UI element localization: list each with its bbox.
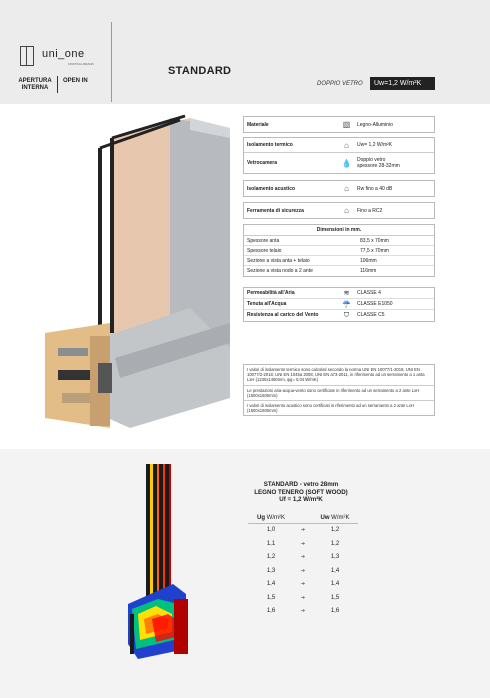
spec-thermal-table (243, 137, 435, 174)
dimension-row: Spessore telaio 77,5 x 70mm (244, 246, 434, 256)
dimensions-table (243, 224, 435, 277)
opening-type-it: APERTURA INTERNA (18, 78, 52, 91)
house-thermal-icon: ⌂ (344, 140, 349, 150)
dimension-row: Sezione a vista anta + telaio 106mm (244, 256, 434, 266)
glass-drop-icon: 💧 (341, 158, 352, 168)
dimension-row: Spessore anta 83,5 x 70mm (244, 236, 434, 246)
material-icon: ▧ (342, 120, 351, 129)
thermal-title: STANDARD - vetro 28mm LEGNO TENERO (SOFT WOOD) Uf = 1,2 W/m²K (254, 481, 348, 503)
table-row: 1,4 ➔ 1,4 (248, 578, 358, 592)
arrow-right-icon: ➔ (300, 554, 306, 560)
spec-row-thermal: Isolamento termico ⌂ Uw= 1,2 W/m²K (244, 138, 434, 153)
product-title: STANDARD (168, 65, 232, 77)
table-row: 1,0 ➔ 1,2 (248, 524, 358, 538)
brand-logo-icon (20, 46, 34, 66)
ug-uw-header (248, 513, 358, 524)
note-air-water: Le prestazioni aria-acqua-vento sono certificate in riferimento ad un serramento a 2 ante LxH (1500x1500mm) (244, 386, 434, 401)
header-divider (111, 22, 112, 102)
arrow-right-icon: ➔ (300, 608, 306, 614)
arrow-right-icon: ➔ (300, 594, 306, 601)
table-row: 1,3 ➔ 1,4 (248, 565, 358, 579)
arrow-right-icon: ➔ (300, 567, 306, 574)
arrow-right-icon: ➔ (300, 540, 306, 547)
spec-security-table (243, 202, 435, 219)
spec-row-material: Materiale ▧ Legno-Alluminio (247, 120, 393, 129)
spec-material-table (243, 116, 435, 133)
page-header (0, 0, 490, 104)
glass-value: Doppio vetro spessore 28-32mm (357, 157, 400, 169)
ug-uw-table (248, 513, 358, 619)
note-thermal: I valori di isolamento termico sono calcolati secondo la norma UNI EN 10077/1-2018, UNI EN 10077/2-2018, UNI EN 1045a 2008, UNI EN a73-2011, in riferimento ad un serramento a 1 anta LxH (1230x1480mm, ψg= 0,04 W/mK) (244, 365, 434, 386)
spec-row-glass: Vetrocamera 💧 Doppio vetro spessore 28-32mm (244, 153, 434, 173)
arrow-right-icon: ➔ (300, 527, 306, 533)
table-row: 1,2 ➔ 1,3 (248, 551, 358, 565)
water-icon: ☔ (342, 301, 351, 308)
opening-type-en: OPEN IN (63, 78, 88, 84)
notes-box (243, 364, 435, 416)
house-security-icon: ⌂ (344, 206, 349, 215)
thermal-profile-illustration (128, 464, 198, 664)
air-icon: ≋ (343, 290, 350, 297)
dimensions-heading: Dimensioni in mm. (244, 225, 434, 236)
dimension-row: Sezione a vista nodo a 2 ante 116mm (247, 268, 377, 274)
window-section-illustration (40, 108, 240, 428)
col-ug: Ug W/m²K (257, 515, 285, 521)
col-uw: Uw W/m²K (320, 515, 350, 521)
performance-row-air: Permeabilità all'Aria ≋ CLASSE 4 (244, 288, 434, 299)
glazing-label: DOPPIO VETRO (317, 81, 363, 87)
brand-subtitle: FINSTRAL BRAND (68, 62, 94, 66)
arrow-right-icon: ➔ (300, 581, 306, 587)
spec-acoustic-table (243, 180, 435, 197)
table-row: 1,6 ➔ 1,6 (248, 605, 358, 619)
table-row: 1,1 ➔ 1,2 (248, 538, 358, 552)
wind-icon: ⛉ (343, 312, 350, 319)
spec-row-security: Ferramenta di sicurezza ⌂ Fino a RC2 (247, 206, 383, 215)
performance-table (243, 287, 435, 322)
note-acoustic: I valori di isolamento acustico sono certificati in riferimento ad un serramento a 2 ante LxH (1500x1500mm) (247, 403, 414, 414)
house-acoustic-icon: ⌂ (344, 184, 349, 193)
performance-row-water: Tenuta all'Acqua ☔ CLASSE E1050 (244, 299, 434, 310)
spec-row-acoustic: Isolamento acustico ⌂ Rw fino a 40 dB (247, 184, 393, 193)
divider (57, 76, 58, 93)
performance-row-wind: Resistenza al carico del Vento ⛉ CLASSE C5 (247, 312, 385, 319)
table-row: 1,5 ➔ 1,5 (248, 592, 358, 606)
uw-badge: Uw=1,2 W/m²K (370, 77, 435, 90)
brand-name: uni_one (42, 48, 85, 60)
